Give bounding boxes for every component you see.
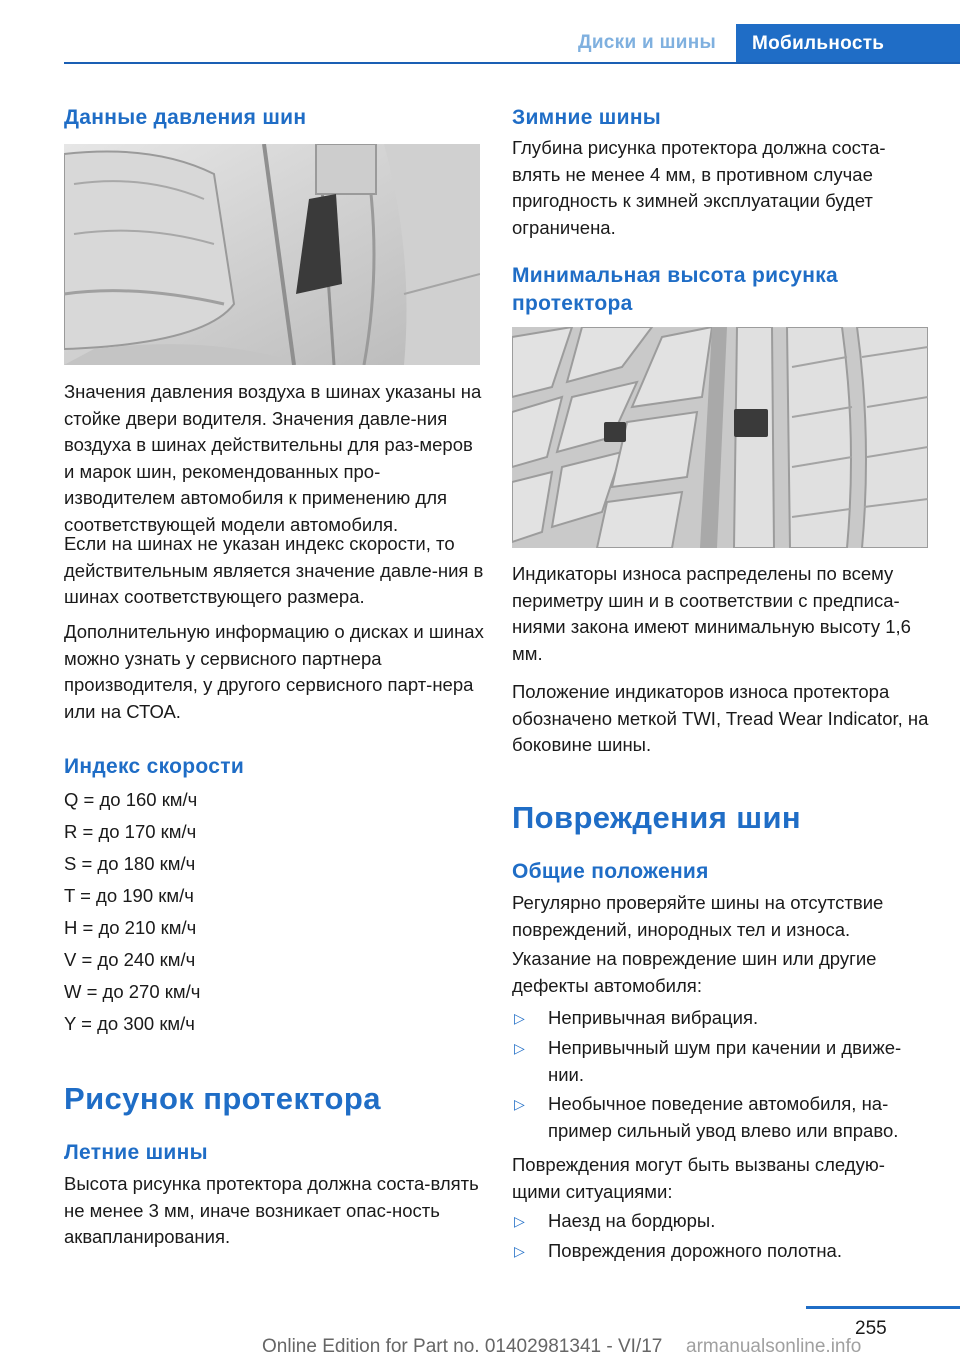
- speed-item: Q = до 160 км/ч: [64, 789, 198, 810]
- pressure-paragraph-1: Значения давления воздуха в шинах указаны на стойке двери водителя. Значения давле‐ния воздуха в шинах действительны для раз‐меров и марок шин, рекомендованных про‐изводителем автомобиля к применению для соответствующей модели автомобиля.: [64, 381, 482, 535]
- list-item-text: Непривычная вибрация.: [548, 1007, 759, 1028]
- summer-tires-heading: Летние шины: [64, 1141, 208, 1164]
- list-item: [512, 1005, 932, 1032]
- watermark: armanualsonline.info: [686, 1336, 862, 1357]
- speed-item: H = до 210 км/ч: [64, 917, 197, 938]
- section-tab[interactable]: Диски и шины: [577, 32, 717, 53]
- list-item: [512, 1035, 932, 1088]
- pressure-heading: Данные давления шин: [64, 106, 307, 129]
- edition-note: Online Edition for Part no. 01402981341 - VI/17: [262, 1336, 663, 1357]
- list-item-text: Наезд на бордюры.: [548, 1210, 716, 1231]
- indicators-text: Индикаторы износа распределены по всему периметру шин и в соответствии с предписа‐ниями закона имеют минимальную высоту 1,6 мм.: [512, 563, 911, 664]
- speed-item: R = до 170 км/ч: [64, 821, 197, 842]
- list-item-text: Необычное поведение автомобиля, на‐пример сильный увод влево или вправо.: [548, 1093, 899, 1141]
- twi-text: Положение индикаторов износа протектора обозначено меткой TWI, Tread Wear Indicator, на боковине шины.: [512, 681, 929, 755]
- winter-tires-heading: Зимние шины: [512, 106, 662, 129]
- speed-item: Y = до 300 км/ч: [64, 1013, 195, 1034]
- pressure-paragraph-3: Дополнительную информацию о дисках и шинах можно узнать у сервисного партнера производителя, у другого сервисного парт‐нера или на СТОА.: [64, 621, 484, 722]
- page-number: 255: [855, 1318, 887, 1339]
- damage-causes-intro: Повреждения могут быть вызваны следую‐щими ситуациями:: [512, 1154, 885, 1202]
- summer-tires-text: Высота рисунка протектора должна соста‐влять не менее 3 мм, иначе возникает опас‐ность аквапланирования.: [64, 1173, 479, 1247]
- triangle-bullet-icon: ▷: [514, 1213, 525, 1229]
- chapter-tab[interactable]: Мобильность: [736, 24, 960, 64]
- speed-item: V = до 240 км/ч: [64, 949, 196, 970]
- min-tread-heading: Минимальная высота рисунка протектора: [512, 264, 839, 315]
- damage-signs-intro: Указание на повреждение шин или другие дефекты автомобиля:: [512, 948, 877, 996]
- door-pillar-illustration: [64, 144, 480, 365]
- list-item: [512, 1208, 932, 1235]
- speed-item: S = до 180 км/ч: [64, 853, 196, 874]
- triangle-bullet-icon: ▷: [514, 1243, 525, 1259]
- list-item: [512, 1091, 932, 1144]
- speed-item: W = до 270 км/ч: [64, 981, 201, 1002]
- door-pillar-image: [64, 144, 480, 365]
- list-item-text: Непривычный шум при качении и движе‐нии.: [548, 1037, 902, 1085]
- header-rule: [64, 62, 960, 64]
- tread-heading: Рисунок протектора: [64, 1081, 381, 1116]
- general-text: Регулярно проверяйте шины на отсутствие повреждений, инородных тел и износа.: [512, 892, 884, 940]
- footer-rule: [806, 1306, 960, 1309]
- speed-item: T = до 190 км/ч: [64, 885, 194, 906]
- triangle-bullet-icon: ▷: [514, 1096, 525, 1112]
- damage-heading: Повреждения шин: [512, 800, 802, 835]
- speed-index-heading: Индекс скорости: [64, 755, 245, 778]
- list-item-text: Повреждения дорожного полотна.: [548, 1240, 842, 1261]
- tread-image: [512, 327, 928, 548]
- winter-tires-text: Глубина рисунка протектора должна соста‐влять не менее 4 мм, в противном случае пригодность к зимней эксплуатации будет ограничена.: [512, 137, 886, 238]
- general-heading: Общие положения: [512, 860, 709, 883]
- pressure-paragraph-2: Если на шинах не указан индекс скорости, то действительным является значение давле‐ния в шинах соответствующего размера.: [64, 533, 484, 607]
- triangle-bullet-icon: ▷: [514, 1040, 525, 1056]
- list-item: [512, 1238, 932, 1265]
- triangle-bullet-icon: ▷: [514, 1010, 525, 1026]
- tread-indicator-illustration: [512, 327, 928, 548]
